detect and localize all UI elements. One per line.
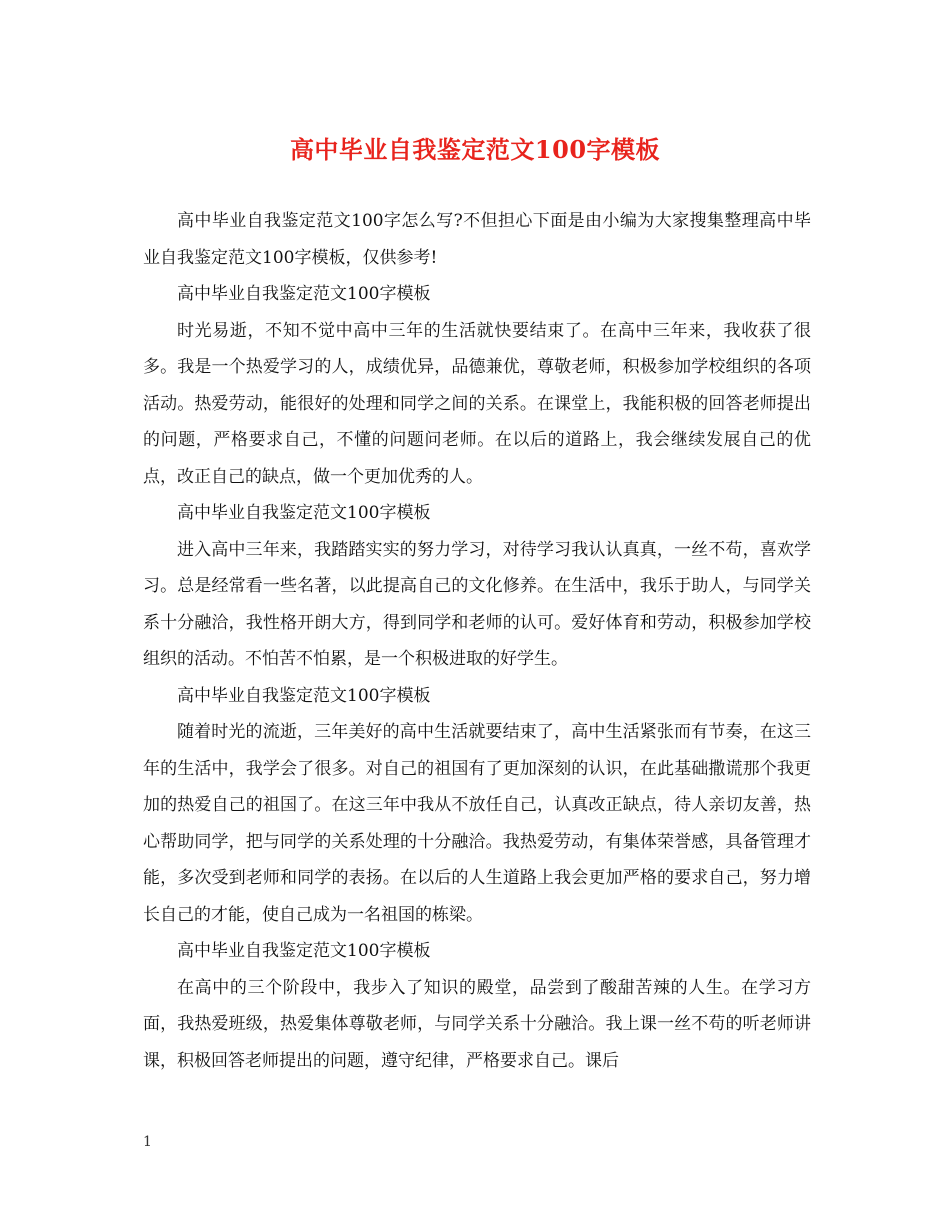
section-heading: 高中毕业自我鉴定范文100字模板: [177, 941, 431, 961]
body-paragraph: 时光易逝，不知不觉中高中三年的生活就快要结束了。在高中三年来，我收获了很多。我是一个热爱学习的人，成绩优异，品德兼优，尊敬老师，积极参加学校组织的各项活动。热爱劳动，能很好的处理和同学之间的关系。在课堂上，我能积极的回答老师提出的问题，严格要求自己，不懂的问题问老师。在以后的道路上，我会继续发展自己的优点，改正自己的缺点，做一个更加优秀的人。: [143, 320, 811, 487]
intro-paragraph: 高中毕业自我鉴定范文100字怎么写?不但担心下面是由小编为大家搜集整理高中毕业自我鉴定范文100字模板，仅供参考!: [143, 211, 811, 268]
document-body: [143, 203, 811, 1079]
section-heading: 高中毕业自我鉴定范文100字模板: [177, 503, 431, 523]
section-heading: 高中毕业自我鉴定范文100字模板: [177, 685, 431, 706]
body-paragraph: 随着时光的流逝，三年美好的高中生活就要结束了，高中生活紧张而有节奏，在这三年的生活中，我学会了很多。对自己的祖国有了更加深刻的认识，在此基础撒谎那个我更加的热爱自己的祖国了。在这三年中我从不放任自己，认真改正缺点，待人亲切友善，热心帮助同学，把与同学的关系处理的十分融洽。我热爱劳动，有集体荣誉感，具备管理才能，多次受到老师和同学的表扬。在以后的人生道路上我会更加严格的要求自己，努力增长自己的才能，使自己成为一名祖国的栋梁。: [143, 722, 811, 925]
body-paragraph: 进入高中三年来，我踏踏实实的努力学习，对待学习我认认真真，一丝不苟，喜欢学习。总是经常看一些名著，以此提高自己的文化修养。在生活中，我乐于助人，与同学关系十分融洽，我性格开朗大方，得到同学和老师的认可。爱好体育和劳动，积极参加学校组织的活动。不怕苦不怕累，是一个积极进取的好学生。: [143, 539, 811, 669]
document-title: 高中毕业自我鉴定范文100字模板: [289, 135, 661, 164]
section-heading: 高中毕业自我鉴定范文100字模板: [177, 284, 431, 304]
page-number: 1: [143, 1134, 152, 1150]
body-paragraph: 在高中的三个阶段中，我步入了知识的殿堂，品尝到了酸甜苦辣的人生。在学习方面，我热爱班级，热爱集体尊敬老师，与同学关系十分融洽。我上课一丝不苟的听老师讲课，积极回答老师提出的问题，遵守纪律，严格要求自己。课后: [143, 977, 811, 1071]
